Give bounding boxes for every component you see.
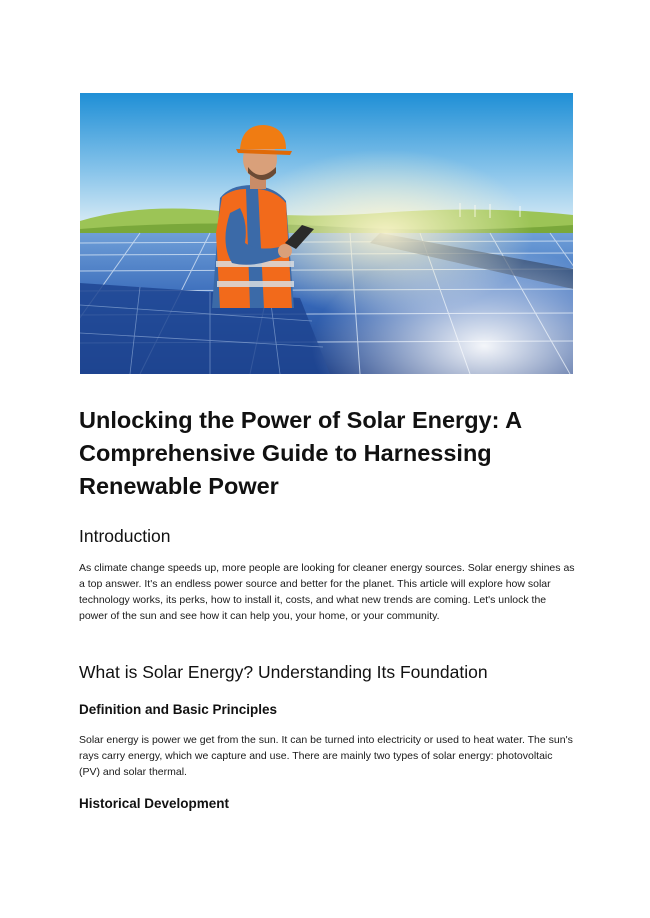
- definition-paragraph: Solar energy is power we get from the sun. It can be turned into electricity or used to heat water. The sun's rays carry energy, which we capture and use. There are mainly two types of solar energy: photovoltaic (PV) and solar thermal.: [79, 734, 573, 778]
- hero-image: [80, 93, 573, 374]
- article-title: Unlocking the Power of Solar Energy: A Comprehensive Guide to Harnessing Renewable Power: [79, 407, 522, 499]
- subsection-heading-history: Historical Development: [79, 796, 230, 811]
- section-heading-what-is-solar: What is Solar Energy? Understanding Its Foundation: [79, 662, 488, 682]
- solar-worker-photo-icon: [80, 93, 573, 374]
- intro-heading: Introduction: [79, 526, 171, 546]
- intro-paragraph: As climate change speeds up, more people are looking for cleaner energy sources. Solar energy shines as a top answer. It's an endless power source and better for the planet. This article will explore how solar technology works, its perks, how to install it, costs, and what new trends are coming. Let's unlock the power of the sun and see how it can help you, your home, or your community.: [79, 562, 575, 622]
- subsection-heading-definition: Definition and Basic Principles: [79, 702, 278, 717]
